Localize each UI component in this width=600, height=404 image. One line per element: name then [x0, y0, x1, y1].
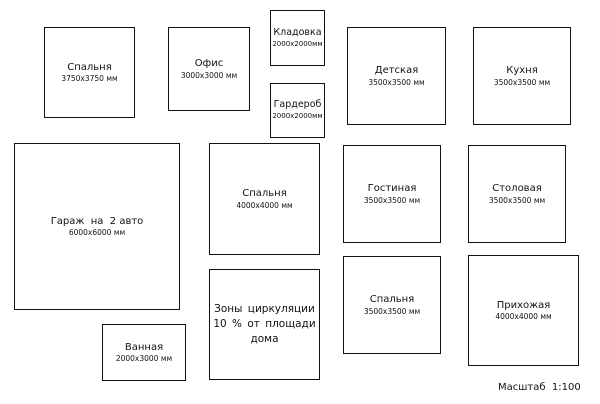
room-name: Кухня	[506, 65, 538, 77]
room-size: 3500x3500 мм	[363, 306, 421, 316]
room-size: 6000x6000 мм	[68, 228, 126, 238]
room-size: 2000x3000 мм	[115, 354, 173, 364]
room-size: 3500x3500 мм	[363, 195, 421, 205]
room-name: Зоны циркуляции 10 % от площади дома	[213, 302, 316, 346]
room-name: Спальня	[369, 294, 415, 306]
room-name: Гостиная	[367, 183, 417, 195]
room-office	[168, 27, 250, 111]
room-kitchen	[473, 27, 571, 125]
room-size: 3500x3500 мм	[493, 77, 551, 87]
room-wardrobe	[270, 83, 325, 138]
room-bedroom-1	[44, 27, 135, 118]
room-name: Гараж на 2 авто	[50, 215, 144, 227]
room-living-room	[343, 145, 441, 243]
room-kids-room	[347, 27, 446, 125]
room-circulation	[209, 269, 320, 380]
room-bathroom	[102, 324, 186, 381]
room-size: 3750x3750 мм	[61, 74, 118, 84]
room-name: Ванная	[124, 341, 164, 353]
room-name: Спальня	[242, 188, 287, 200]
room-size: 4000x4000 мм	[495, 312, 552, 322]
room-size: 2000x2000мм	[272, 39, 323, 48]
room-name: Прихожая	[496, 299, 551, 311]
room-storage	[270, 10, 325, 66]
scale-label: Масштаб 1:100	[498, 382, 581, 393]
room-size: 4000x4000 мм	[236, 200, 293, 210]
room-size: 2000x2000мм	[272, 112, 323, 121]
room-size: 3500x3500 мм	[368, 77, 425, 87]
room-bedroom-3	[343, 256, 441, 354]
room-size: 3500x3500 мм	[488, 195, 546, 205]
room-name: Столовая	[492, 183, 542, 195]
room-name: Детская	[374, 65, 419, 77]
room-name: Спальня	[67, 61, 112, 73]
room-name: Офис	[194, 58, 224, 70]
room-dining-room	[468, 145, 566, 243]
room-bedroom-2	[209, 143, 320, 255]
room-garage	[14, 143, 180, 310]
room-name: Гардероб	[273, 99, 322, 111]
room-hallway	[468, 255, 579, 366]
room-name: Кладовка	[273, 26, 322, 38]
room-size: 3000x3000 мм	[180, 70, 238, 80]
